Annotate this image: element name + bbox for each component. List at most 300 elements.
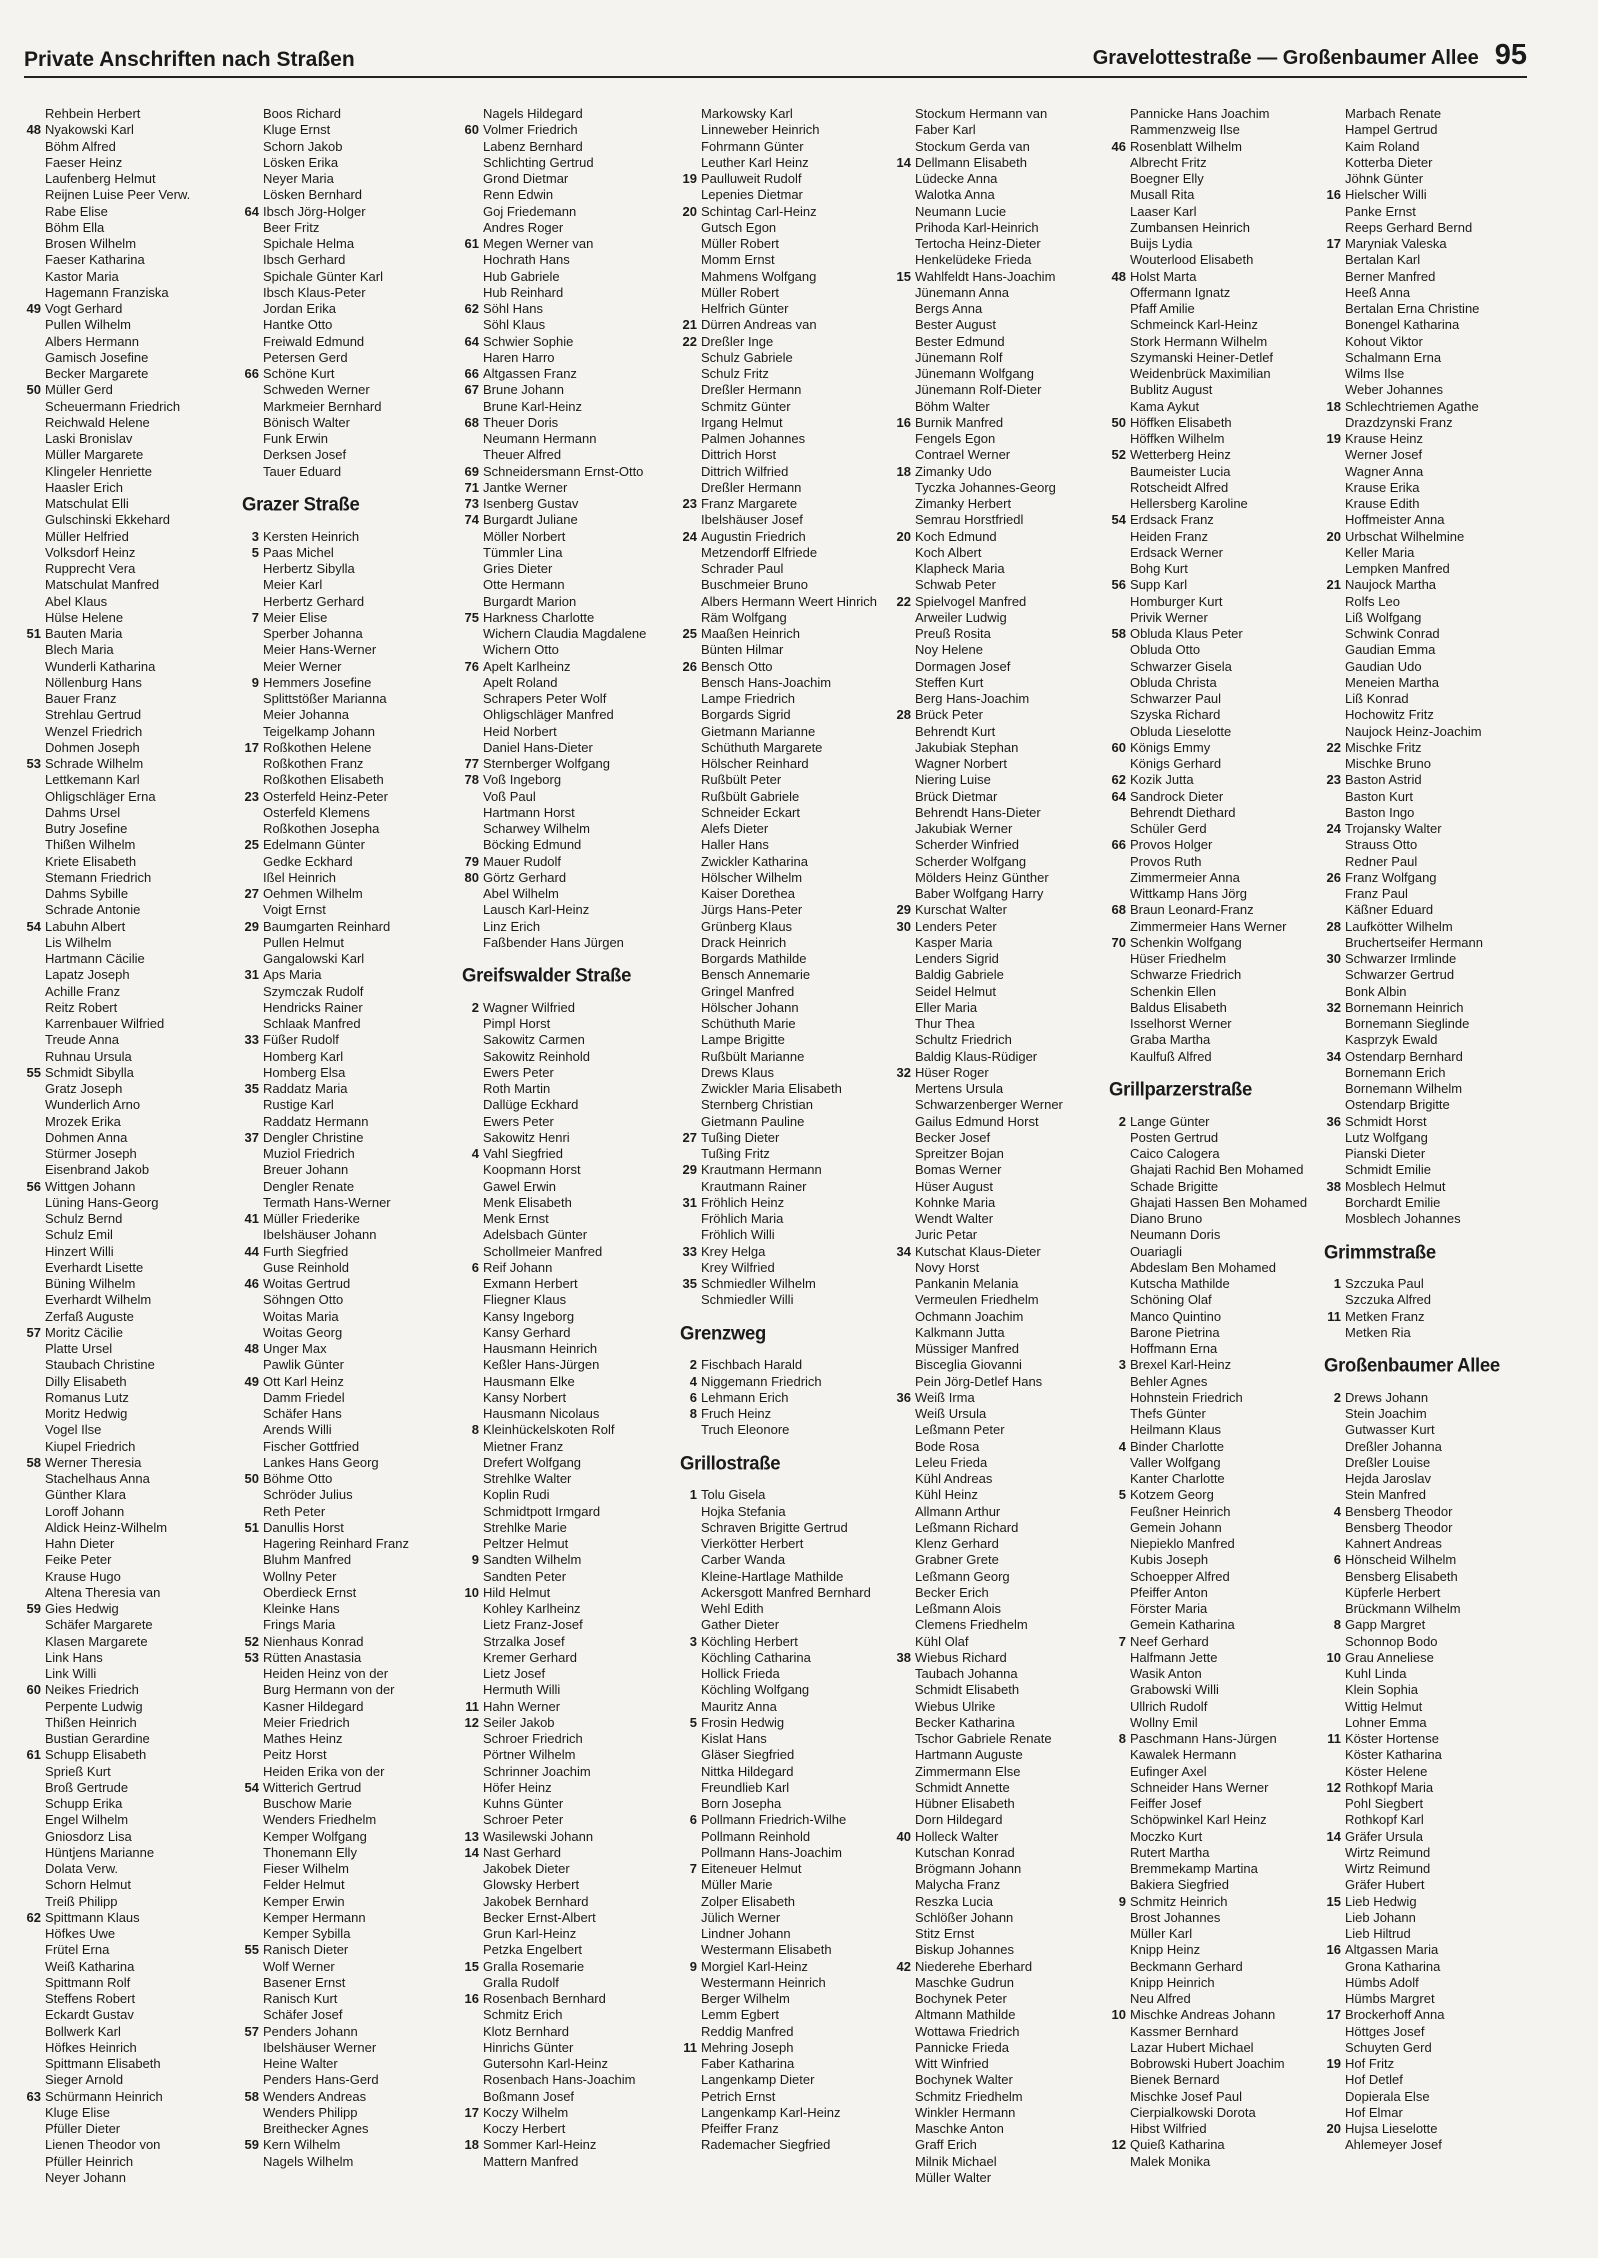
resident-entry xyxy=(1109,399,1319,415)
resident-entry xyxy=(462,496,672,512)
resident-name: Heiden Franz xyxy=(1130,528,1209,544)
resident-name: Jakubiak Werner xyxy=(915,821,1013,836)
resident-name: Möller Norbert xyxy=(483,528,566,544)
resident-name: Abdeslam Ben Mohamed xyxy=(1130,1259,1276,1275)
resident-name: Strzalka Josef xyxy=(483,1633,565,1649)
resident-entry xyxy=(1109,1715,1319,1731)
resident-entry xyxy=(242,1812,452,1828)
resident-name: Wittkamp Hans Jörg xyxy=(1130,886,1248,901)
resident-name: Bollwerk Karl xyxy=(45,2023,121,2039)
house-number: 49 xyxy=(244,1373,259,1389)
resident-name: Bobrowski Hubert Joachim xyxy=(1130,2056,1285,2071)
resident-entry xyxy=(242,1861,452,1877)
resident-entry xyxy=(1109,1617,1319,1633)
resident-entry xyxy=(462,2121,672,2137)
resident-entry xyxy=(462,1845,672,1861)
resident-name: Moritz Hedwig xyxy=(45,1406,128,1421)
resident-name: Lausch Karl-Heinz xyxy=(483,902,590,918)
house-number: 9 xyxy=(689,1958,697,1974)
resident-name: Seidel Helmut xyxy=(915,983,996,999)
resident-entry xyxy=(894,366,1104,382)
house-number: 20 xyxy=(682,203,697,219)
resident-entry xyxy=(1109,1341,1319,1357)
resident-name: Jünemann Wolfgang xyxy=(915,366,1035,381)
resident-entry xyxy=(24,366,234,382)
resident-name: Engel Wilhelm xyxy=(45,1812,129,1828)
resident-entry xyxy=(462,919,672,935)
resident-name: Schenkin Ellen xyxy=(1130,983,1216,999)
resident-entry xyxy=(1324,106,1534,122)
resident-name: Ott Karl Heinz xyxy=(263,1373,344,1389)
resident-entry xyxy=(1109,1894,1319,1910)
resident-entry xyxy=(1109,2105,1319,2121)
resident-name: Wenders Philipp xyxy=(263,2104,358,2120)
resident-name: Zerfaß Auguste xyxy=(45,1308,134,1324)
house-number: 64 xyxy=(244,203,259,219)
resident-entry xyxy=(1324,854,1534,870)
resident-name: Zwickler Maria Elisabeth xyxy=(701,1081,842,1096)
resident-name: Söhl Hans xyxy=(483,301,543,316)
resident-entry xyxy=(1324,1731,1534,1747)
resident-entry xyxy=(894,1455,1104,1471)
resident-entry xyxy=(894,789,1104,805)
resident-name: Stockum Hermann van xyxy=(915,106,1048,121)
resident-entry xyxy=(242,1536,452,1552)
resident-name: Kluge Elise xyxy=(45,2104,111,2120)
resident-name: Karrenbauer Wilfried xyxy=(45,1016,165,1031)
resident-name: Neumann Lucie xyxy=(915,203,1007,219)
resident-name: Labuhn Albert xyxy=(45,918,126,934)
resident-name: Hub Reinhard xyxy=(483,284,564,300)
resident-entry xyxy=(1109,1390,1319,1406)
resident-entry xyxy=(680,1276,890,1292)
resident-entry xyxy=(242,269,452,285)
resident-name: Kleinke Hans xyxy=(263,1601,340,1616)
resident-name: Grünberg Klaus xyxy=(701,918,793,934)
resident-entry xyxy=(1324,1000,1534,1016)
house-number: 5 xyxy=(251,544,259,560)
resident-name: Bester August xyxy=(915,317,996,333)
resident-entry xyxy=(462,545,672,561)
resident-entry xyxy=(680,2137,890,2153)
resident-name: Reijnen Luise Peer Verw. xyxy=(45,187,191,203)
resident-name: Frings Maria xyxy=(263,1617,336,1633)
resident-name: Knipp Heinrich xyxy=(1130,1974,1215,1990)
resident-entry xyxy=(894,1780,1104,1796)
resident-entry xyxy=(24,269,234,285)
resident-entry xyxy=(894,1390,1104,1406)
house-number: 12 xyxy=(1326,1779,1341,1795)
resident-name: Tümmler Lina xyxy=(483,544,563,560)
resident-name: Mauritz Anna xyxy=(701,1698,777,1714)
resident-entry xyxy=(1324,252,1534,268)
resident-name: Bergs Anna xyxy=(915,301,983,316)
resident-entry xyxy=(680,1975,890,1991)
resident-entry xyxy=(1324,1861,1534,1877)
resident-entry xyxy=(1324,1569,1534,1585)
resident-entry xyxy=(462,301,672,317)
resident-entry xyxy=(462,1747,672,1763)
resident-entry xyxy=(242,707,452,723)
resident-name: Wunderlich Arno xyxy=(45,1097,141,1113)
resident-name: Treude Anna xyxy=(45,1032,119,1048)
resident-entry xyxy=(1324,464,1534,480)
house-number: 29 xyxy=(896,902,911,918)
resident-name: Bornemann Sieglinde xyxy=(1345,1016,1470,1031)
resident-name: Schneidersmann Ernst-Otto xyxy=(483,463,644,479)
resident-name: Kemper Wolfgang xyxy=(263,1828,367,1844)
resident-name: Rolfs Leo xyxy=(1345,593,1400,609)
resident-entry xyxy=(1109,122,1319,138)
resident-entry xyxy=(1109,1325,1319,1341)
resident-entry xyxy=(1324,1390,1534,1406)
resident-name: Schäfer Hans xyxy=(263,1406,342,1421)
resident-name: Wehl Edith xyxy=(701,1601,764,1616)
resident-entry xyxy=(242,902,452,918)
resident-name: Zumbansen Heinrich xyxy=(1130,219,1250,235)
resident-entry xyxy=(1109,301,1319,317)
house-number: 78 xyxy=(464,772,479,788)
resident-name: Splittstößer Marianna xyxy=(263,691,387,706)
resident-entry xyxy=(242,106,452,122)
resident-entry xyxy=(462,1796,672,1812)
resident-entry xyxy=(1324,1942,1534,1958)
resident-entry xyxy=(1109,675,1319,691)
resident-name: Heiden Heinz von der xyxy=(263,1666,389,1681)
house-number: 46 xyxy=(244,1276,259,1291)
resident-entry xyxy=(462,285,672,301)
resident-name: Ochmann Joachim xyxy=(915,1308,1024,1324)
resident-name: Wichern Otto xyxy=(483,642,559,658)
resident-entry xyxy=(462,1471,672,1487)
resident-name: Klenz Gerhard xyxy=(915,1536,999,1551)
resident-entry xyxy=(24,1747,234,1763)
resident-entry xyxy=(462,1065,672,1081)
resident-name: Hejda Jaroslav xyxy=(1345,1471,1431,1486)
resident-entry xyxy=(1324,139,1534,155)
resident-name: Schäfer Margarete xyxy=(45,1617,153,1633)
resident-name: Dreßler Inge xyxy=(701,333,774,349)
resident-name: Schmidt Annette xyxy=(915,1779,1010,1795)
resident-entry xyxy=(894,1097,1104,1113)
page-number: 95 xyxy=(1494,39,1527,71)
resident-name: Reeps Gerhard Bernd xyxy=(1345,219,1473,235)
resident-entry xyxy=(24,1764,234,1780)
resident-entry xyxy=(680,2089,890,2105)
resident-name: Kasner Hildegard xyxy=(263,1698,364,1714)
resident-entry xyxy=(1109,1130,1319,1146)
resident-entry xyxy=(462,2072,672,2088)
resident-name: Haren Harro xyxy=(483,349,555,365)
resident-name: Neu Alfred xyxy=(1130,1991,1191,2006)
resident-name: Kislat Hans xyxy=(701,1731,767,1746)
resident-name: Kama Aykut xyxy=(1130,398,1200,414)
resident-name: Schulz Fritz xyxy=(701,366,769,381)
resident-name: Feußner Heinrich xyxy=(1130,1503,1231,1519)
resident-name: Holst Marta xyxy=(1130,268,1197,284)
resident-name: Vierkötter Herbert xyxy=(701,1536,804,1551)
resident-entry xyxy=(242,220,452,236)
resident-name: Provos Holger xyxy=(1130,837,1213,853)
resident-name: Mosblech Helmut xyxy=(1345,1178,1446,1194)
resident-entry xyxy=(894,2170,1104,2186)
resident-entry xyxy=(242,1845,452,1861)
resident-name: Lutz Wolfgang xyxy=(1345,1129,1428,1145)
resident-name: Wirtz Reimund xyxy=(1345,1844,1431,1860)
resident-entry xyxy=(24,1325,234,1341)
resident-name: Laski Bronislav xyxy=(45,431,133,446)
resident-entry xyxy=(1324,1536,1534,1552)
resident-entry xyxy=(24,854,234,870)
resident-entry xyxy=(24,1975,234,1991)
resident-name: Metken Ria xyxy=(1345,1324,1411,1340)
resident-entry xyxy=(894,967,1104,983)
resident-name: Leleu Frieda xyxy=(915,1454,988,1470)
resident-name: Ghajati Rachid Ben Mohamed xyxy=(1130,1162,1304,1178)
resident-entry xyxy=(1109,1276,1319,1292)
resident-entry xyxy=(462,691,672,707)
resident-entry xyxy=(24,1097,234,1113)
resident-entry xyxy=(894,756,1104,772)
resident-entry xyxy=(242,1926,452,1942)
resident-name: Homberg Elsa xyxy=(263,1064,346,1080)
resident-name: Hagemann Franziska xyxy=(45,284,169,300)
resident-name: Megen Werner van xyxy=(483,236,594,251)
resident-entry xyxy=(24,1162,234,1178)
resident-entry xyxy=(242,1471,452,1487)
resident-entry xyxy=(1324,1715,1534,1731)
resident-entry xyxy=(24,431,234,447)
house-number: 61 xyxy=(26,1747,41,1763)
resident-name: Wolf Werner xyxy=(263,1958,335,1974)
resident-entry xyxy=(1109,2154,1319,2170)
resident-name: Leßmann Richard xyxy=(915,1519,1019,1535)
house-number: 11 xyxy=(465,1698,479,1714)
resident-name: Szczuka Paul xyxy=(1345,1276,1424,1291)
resident-entry xyxy=(1324,1975,1534,1991)
resident-name: Rutert Martha xyxy=(1130,1844,1210,1860)
resident-name: Milnik Michael xyxy=(915,2153,997,2169)
resident-name: Hampel Gertrud xyxy=(1345,122,1438,138)
house-number: 6 xyxy=(689,1389,697,1405)
resident-entry xyxy=(462,1341,672,1357)
resident-name: Witt Winfried xyxy=(915,2056,989,2071)
resident-name: Frosin Hedwig xyxy=(701,1714,785,1730)
resident-entry xyxy=(894,171,1104,187)
resident-name: Peitz Horst xyxy=(263,1747,327,1763)
resident-name: Zolper Elisabeth xyxy=(701,1893,795,1909)
resident-entry xyxy=(894,2024,1104,2040)
resident-name: Wichern Claudia Magdalene xyxy=(483,626,647,641)
resident-name: Brost Johannes xyxy=(1130,1909,1221,1925)
resident-name: Dohmen Anna xyxy=(45,1129,128,1145)
resident-name: Drews Johann xyxy=(1345,1389,1429,1405)
resident-name: Böhm Ella xyxy=(45,219,105,235)
resident-entry xyxy=(242,1260,452,1276)
resident-entry xyxy=(242,2007,452,2023)
resident-entry xyxy=(894,2056,1104,2072)
resident-name: Rosenbach Hans-Joachim xyxy=(483,2072,636,2088)
resident-name: Hof Fritz xyxy=(1345,2056,1395,2071)
resident-name: Gries Dieter xyxy=(483,561,553,576)
resident-name: Kalkmann Jutta xyxy=(915,1324,1005,1340)
resident-entry xyxy=(242,1910,452,1926)
resident-name: Barone Pietrina xyxy=(1130,1324,1220,1340)
house-number: 59 xyxy=(26,1601,41,1616)
resident-name: Biskup Johannes xyxy=(915,1942,1015,1958)
resident-name: Termath Hans-Werner xyxy=(263,1194,391,1210)
resident-entry xyxy=(462,1650,672,1666)
resident-entry xyxy=(1109,935,1319,951)
resident-entry xyxy=(242,122,452,138)
resident-name: Strauss Otto xyxy=(1345,837,1418,853)
resident-name: Zimanky Herbert xyxy=(915,496,1012,511)
resident-entry xyxy=(894,285,1104,301)
house-number: 76 xyxy=(464,658,479,674)
resident-name: Spreitzer Bojan xyxy=(915,1146,1004,1161)
resident-name: Königs Emmy xyxy=(1130,739,1211,755)
resident-entry xyxy=(1324,1211,1534,1227)
resident-entry xyxy=(242,155,452,171)
resident-name: Thefs Günter xyxy=(1130,1406,1206,1421)
resident-entry xyxy=(1324,870,1534,886)
resident-name: Schultz Friedrich xyxy=(915,1032,1012,1048)
resident-entry xyxy=(894,204,1104,220)
resident-name: Käßner Eduard xyxy=(1345,902,1434,918)
resident-name: Dahms Ursel xyxy=(45,804,121,820)
resident-name: Hönscheid Wilhelm xyxy=(1345,1552,1457,1568)
resident-entry xyxy=(242,301,452,317)
resident-name: Gedke Eckhard xyxy=(263,853,353,869)
resident-name: Bauten Maria xyxy=(45,626,123,641)
resident-name: Köster Hortense xyxy=(1345,1731,1439,1746)
resident-name: Liß Konrad xyxy=(1345,691,1409,706)
resident-name: Schäfer Josef xyxy=(263,2007,343,2023)
resident-name: Hujsa Lieselotte xyxy=(1345,2121,1438,2136)
resident-name: Wasilewski Johann xyxy=(483,1828,594,1844)
resident-name: Mehring Joseph xyxy=(701,2039,794,2055)
resident-name: Bustian Gerardine xyxy=(45,1731,150,1746)
house-number: 19 xyxy=(1326,2056,1341,2071)
resident-entry xyxy=(680,1910,890,1926)
resident-name: Palmen Johannes xyxy=(701,431,806,446)
resident-entry xyxy=(894,772,1104,788)
resident-name: Szczuka Alfred xyxy=(1345,1292,1431,1308)
resident-entry xyxy=(680,935,890,951)
resident-name: Hüser Roger xyxy=(915,1064,989,1080)
resident-name: Rußbült Peter xyxy=(701,772,782,788)
resident-name: Koch Edmund xyxy=(915,528,997,544)
resident-name: Eller Maria xyxy=(915,999,978,1015)
resident-name: Mischke Andreas Johann xyxy=(1130,2007,1276,2023)
resident-entry xyxy=(24,1780,234,1796)
resident-name: Höfkes Uwe xyxy=(45,1926,116,1941)
resident-entry xyxy=(462,1634,672,1650)
resident-name: Dormagen Josef xyxy=(915,658,1011,674)
resident-entry xyxy=(242,2040,452,2056)
resident-entry xyxy=(894,1309,1104,1325)
house-number: 59 xyxy=(244,2137,259,2153)
resident-entry xyxy=(894,675,1104,691)
resident-name: Oberdieck Ernst xyxy=(263,1584,357,1600)
resident-name: Momm Ernst xyxy=(701,252,775,268)
resident-entry xyxy=(894,2154,1104,2170)
resident-name: Krause Hugo xyxy=(45,1568,121,1584)
resident-entry xyxy=(680,204,890,220)
resident-name: Buschow Marie xyxy=(263,1796,352,1811)
resident-name: Schupp Elisabeth xyxy=(45,1747,147,1763)
resident-name: Apelt Karlheinz xyxy=(483,658,571,674)
resident-entry xyxy=(1324,2137,1534,2153)
resident-name: Behler Agnes xyxy=(1130,1373,1208,1389)
resident-entry xyxy=(462,1910,672,1926)
resident-entry xyxy=(680,1065,890,1081)
resident-entry xyxy=(462,1081,672,1097)
resident-name: Prihoda Karl-Heinrich xyxy=(915,219,1039,235)
resident-entry xyxy=(24,1276,234,1292)
resident-entry xyxy=(462,1130,672,1146)
resident-name: Bornemann Erich xyxy=(1345,1064,1446,1080)
resident-name: Kotzem Georg xyxy=(1130,1487,1214,1503)
resident-name: Tußing Dieter xyxy=(701,1129,780,1145)
resident-entry xyxy=(24,447,234,463)
street-heading: Grenzweg xyxy=(680,1321,767,1344)
resident-name: Gniosdorz Lisa xyxy=(45,1828,132,1844)
resident-name: Meier Werner xyxy=(263,658,342,674)
resident-entry xyxy=(1109,1959,1319,1975)
resident-entry xyxy=(680,1959,890,1975)
resident-name: Schlechtriemen Agathe xyxy=(1345,398,1479,414)
resident-name: Stein Joachim xyxy=(1345,1406,1427,1421)
resident-name: Fruch Heinz xyxy=(701,1406,772,1421)
resident-entry xyxy=(1109,1260,1319,1276)
resident-name: Köchling Catharina xyxy=(701,1649,811,1665)
resident-name: Lieb Hedwig xyxy=(1345,1893,1417,1909)
house-number: 52 xyxy=(244,1633,259,1649)
resident-entry xyxy=(24,301,234,317)
resident-entry xyxy=(462,1731,672,1747)
resident-name: Stemann Friedrich xyxy=(45,869,152,885)
resident-entry xyxy=(1109,415,1319,431)
resident-name: Meier Elise xyxy=(263,609,328,625)
resident-entry xyxy=(1324,1764,1534,1780)
resident-name: Lieb Johann xyxy=(1345,1909,1416,1925)
resident-entry xyxy=(1324,740,1534,756)
resident-name: Sternberg Christian xyxy=(701,1097,813,1113)
resident-name: Kühl Olaf xyxy=(915,1633,969,1649)
house-number: 22 xyxy=(682,333,697,349)
resident-name: Woitas Gertrud xyxy=(263,1276,351,1291)
house-number: 5 xyxy=(1118,1487,1126,1503)
resident-name: Teigelkamp Johann xyxy=(263,723,376,739)
resident-entry xyxy=(1324,204,1534,220)
resident-entry xyxy=(24,1634,234,1650)
resident-entry xyxy=(894,1877,1104,1893)
house-number: 6 xyxy=(1333,1552,1341,1568)
resident-name: Herbertz Gerhard xyxy=(263,593,365,609)
resident-name: Rademacher Siegfried xyxy=(701,2137,831,2153)
resident-entry xyxy=(1324,1650,1534,1666)
resident-entry xyxy=(894,1016,1104,1032)
resident-entry xyxy=(894,1081,1104,1097)
resident-name: Liß Wolfgang xyxy=(1345,609,1422,625)
resident-entry xyxy=(1109,187,1319,203)
column-6 xyxy=(1109,106,1319,2170)
resident-name: Paschmann Hans-Jürgen xyxy=(1130,1731,1277,1746)
resident-entry xyxy=(680,1520,890,1536)
resident-name: Müller Gerd xyxy=(45,382,113,398)
resident-name: Hellersberg Karoline xyxy=(1130,496,1248,511)
